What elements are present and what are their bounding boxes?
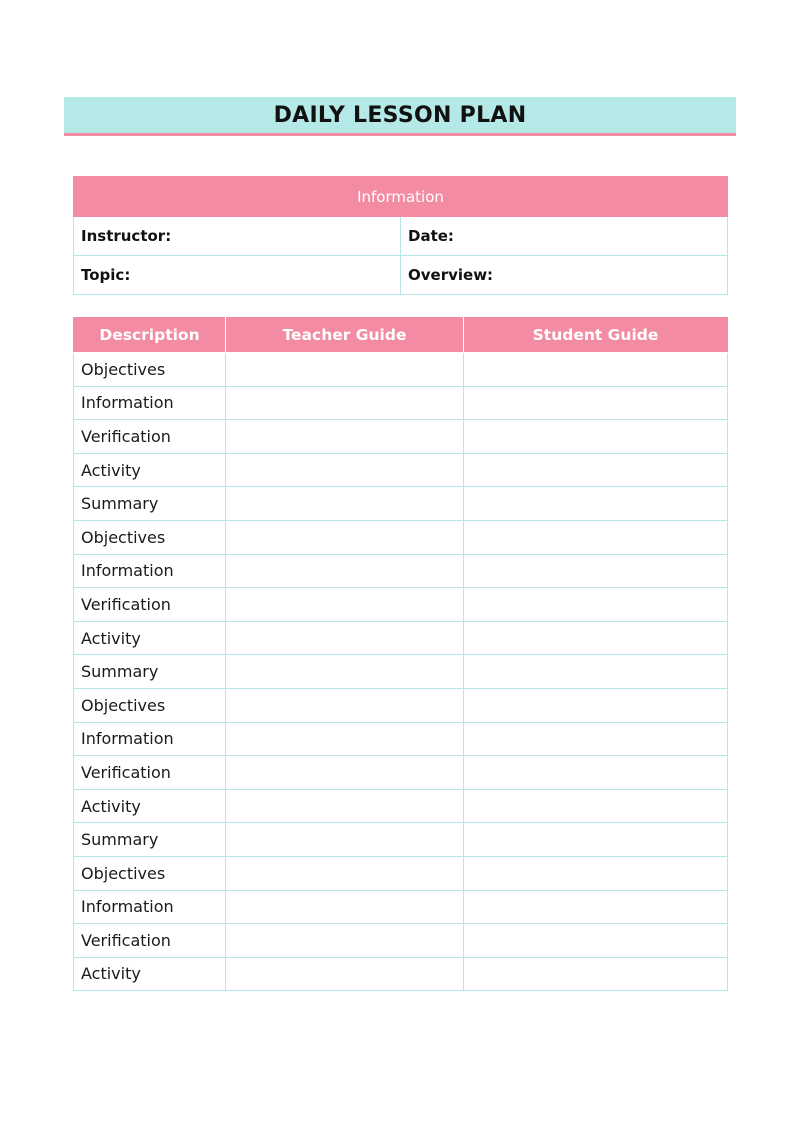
topic-label: Topic: xyxy=(81,266,131,284)
table-row xyxy=(74,957,728,991)
student-guide-cell[interactable] xyxy=(464,924,728,958)
description-cell: Objectives xyxy=(74,353,226,387)
teacher-guide-cell[interactable] xyxy=(226,453,464,487)
description-cell: Verification xyxy=(74,756,226,790)
teacher-guide-cell[interactable] xyxy=(226,520,464,554)
student-guide-cell[interactable] xyxy=(464,722,728,756)
lesson-plan-body xyxy=(74,353,728,991)
description-cell: Summary xyxy=(74,487,226,521)
table-row xyxy=(74,890,728,924)
date-label: Date: xyxy=(408,227,454,245)
description-cell: Information xyxy=(74,554,226,588)
student-guide-cell[interactable] xyxy=(464,957,728,991)
student-guide-cell[interactable] xyxy=(464,453,728,487)
student-guide-cell[interactable] xyxy=(464,353,728,387)
student-guide-cell[interactable] xyxy=(464,588,728,622)
information-row xyxy=(74,217,728,256)
description-cell: Objectives xyxy=(74,688,226,722)
description-cell: Summary xyxy=(74,823,226,857)
description-cell: Verification xyxy=(74,924,226,958)
table-row xyxy=(74,621,728,655)
table-row xyxy=(74,655,728,689)
student-guide-cell[interactable] xyxy=(464,856,728,890)
student-guide-cell[interactable] xyxy=(464,420,728,454)
student-guide-cell[interactable] xyxy=(464,823,728,857)
teacher-guide-cell[interactable] xyxy=(226,924,464,958)
teacher-guide-cell[interactable] xyxy=(226,588,464,622)
instructor-field[interactable] xyxy=(74,217,401,256)
teacher-guide-cell[interactable] xyxy=(226,487,464,521)
student-guide-cell[interactable] xyxy=(464,655,728,689)
table-row xyxy=(74,353,728,387)
table-row xyxy=(74,453,728,487)
table-row xyxy=(74,924,728,958)
date-field[interactable] xyxy=(401,217,728,256)
student-guide-cell[interactable] xyxy=(464,487,728,521)
table-row xyxy=(74,756,728,790)
student-guide-cell[interactable] xyxy=(464,789,728,823)
table-row xyxy=(74,823,728,857)
table-row xyxy=(74,722,728,756)
description-cell: Objectives xyxy=(74,520,226,554)
column-header-description: Description xyxy=(74,318,226,353)
teacher-guide-cell[interactable] xyxy=(226,386,464,420)
student-guide-cell[interactable] xyxy=(464,386,728,420)
teacher-guide-cell[interactable] xyxy=(226,890,464,924)
table-row xyxy=(74,856,728,890)
description-cell: Summary xyxy=(74,655,226,689)
description-cell: Verification xyxy=(74,588,226,622)
table-row xyxy=(74,520,728,554)
teacher-guide-cell[interactable] xyxy=(226,789,464,823)
table-row xyxy=(74,588,728,622)
teacher-guide-cell[interactable] xyxy=(226,554,464,588)
information-row xyxy=(74,256,728,295)
information-header: Information xyxy=(74,177,728,217)
lesson-plan-table xyxy=(73,317,728,991)
column-header-teacher-guide: Teacher Guide xyxy=(226,318,464,353)
overview-field[interactable] xyxy=(401,256,728,295)
teacher-guide-cell[interactable] xyxy=(226,420,464,454)
student-guide-cell[interactable] xyxy=(464,554,728,588)
description-cell: Objectives xyxy=(74,856,226,890)
description-cell: Activity xyxy=(74,789,226,823)
table-row xyxy=(74,789,728,823)
student-guide-cell[interactable] xyxy=(464,688,728,722)
student-guide-cell[interactable] xyxy=(464,520,728,554)
student-guide-cell[interactable] xyxy=(464,890,728,924)
teacher-guide-cell[interactable] xyxy=(226,957,464,991)
information-table xyxy=(73,176,728,295)
teacher-guide-cell[interactable] xyxy=(226,856,464,890)
table-row xyxy=(74,554,728,588)
description-cell: Activity xyxy=(74,621,226,655)
teacher-guide-cell[interactable] xyxy=(226,353,464,387)
teacher-guide-cell[interactable] xyxy=(226,722,464,756)
column-header-student-guide: Student Guide xyxy=(464,318,728,353)
student-guide-cell[interactable] xyxy=(464,621,728,655)
page-title: DAILY LESSON PLAN xyxy=(273,102,527,128)
student-guide-cell[interactable] xyxy=(464,756,728,790)
overview-label: Overview: xyxy=(408,266,494,284)
description-cell: Information xyxy=(74,722,226,756)
instructor-label: Instructor: xyxy=(81,227,172,245)
teacher-guide-cell[interactable] xyxy=(226,756,464,790)
topic-field[interactable] xyxy=(74,256,401,295)
teacher-guide-cell[interactable] xyxy=(226,655,464,689)
teacher-guide-cell[interactable] xyxy=(226,621,464,655)
teacher-guide-cell[interactable] xyxy=(226,823,464,857)
teacher-guide-cell[interactable] xyxy=(226,688,464,722)
description-cell: Activity xyxy=(74,453,226,487)
table-row xyxy=(74,420,728,454)
title-band xyxy=(64,97,736,136)
lesson-plan-header-row xyxy=(74,318,728,353)
description-cell: Information xyxy=(74,386,226,420)
description-cell: Information xyxy=(74,890,226,924)
table-row xyxy=(74,688,728,722)
table-row xyxy=(74,487,728,521)
table-row xyxy=(74,386,728,420)
description-cell: Verification xyxy=(74,420,226,454)
description-cell: Activity xyxy=(74,957,226,991)
information-header-row xyxy=(74,177,728,217)
